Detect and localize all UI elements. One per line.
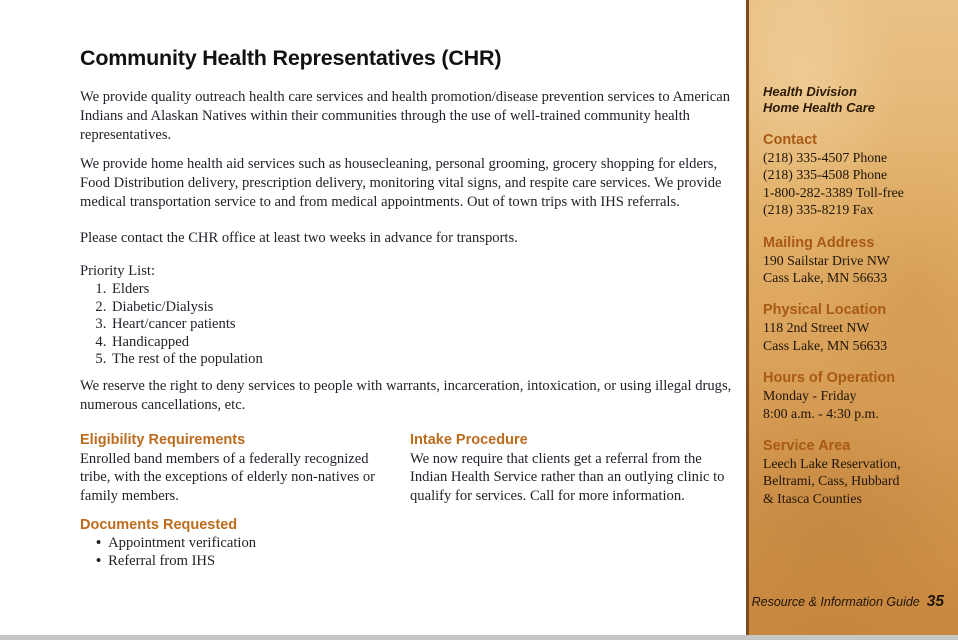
physical-location-heading: Physical Location	[763, 302, 887, 319]
sidebar-section-mailing-address	[763, 234, 946, 287]
services-paragraph: We provide home health aid services such as housecleaning, personal grooming, grocery shopping for elders, Food Distribution delivery, prescription delivery, monitoring vital signs, and respite care services. We provide medical transportation service to and from medical appointments. Out of town trips with IHS referrals.	[80, 156, 722, 210]
priority-item: 2. Diabetic/Dialysis	[110, 299, 738, 317]
intro-paragraph: We provide quality outreach health care services and health promotion/disease prevention services to American Indians and Alaskan Natives within their communities through the use of well-trained community health representatives.	[80, 89, 731, 143]
service-area-line: & Itasca Counties	[763, 490, 862, 506]
address-line: 190 Sailstar Drive NW	[763, 252, 890, 268]
division-title	[763, 84, 946, 116]
guide-footer	[752, 593, 944, 611]
eligibility-body: Enrolled band members of a federally recognized tribe, with the exceptions of elderly non-natives or family members.	[80, 450, 376, 504]
division-line: Home Health Care	[763, 100, 875, 115]
service-area-line: Leech Lake Reservation,	[763, 456, 901, 472]
priority-list-block	[80, 262, 738, 369]
hours-heading: Hours of Operation	[763, 370, 896, 387]
document-item: • Referral from IHS	[96, 553, 738, 571]
phone-line: (218) 335-4507 Phone	[763, 150, 888, 165]
guide-name: Resource & Information Guide	[751, 595, 920, 609]
mailing-address-heading: Mailing Address	[763, 234, 875, 251]
contact-heading: Contact	[763, 132, 817, 148]
fax-line: (218) 335-8219 Fax	[763, 202, 874, 218]
hours-line: Monday - Friday	[763, 388, 857, 404]
page-number: 35	[926, 593, 944, 610]
intake-body: We now require that clients get a referral from the Indian Health Service rather than an outlying clinic to qualify for services. Call for more information.	[410, 450, 725, 504]
tollfree-line: 1-800-282-3389 Toll-free	[763, 184, 904, 200]
documents-section	[80, 517, 738, 570]
disclaimer-paragraph: We reserve the right to deny services to people with warrants, incarceration, intoxication, or using illegal drugs, numerous cancellations, etc.	[80, 377, 732, 413]
page-title: Community Health Representatives (CHR)	[80, 46, 502, 70]
service-area-heading: Service Area	[763, 438, 851, 455]
phone-line: (218) 335-4508 Phone	[763, 167, 888, 183]
priority-list	[80, 281, 738, 369]
documents-heading: Documents Requested	[80, 517, 238, 533]
hours-line: 8:00 a.m. - 4:30 p.m.	[763, 405, 879, 421]
two-column-section	[80, 432, 738, 506]
service-area-line: Beltrami, Cass, Hubbard	[763, 473, 900, 489]
sidebar-section-hours	[763, 369, 946, 422]
eligibility-heading: Eligibility Requirements	[80, 431, 246, 448]
priority-item: 4. Handicapped	[110, 334, 738, 352]
division-line: Health Division	[763, 84, 857, 99]
priority-item: 3. Heart/cancer patients	[110, 316, 738, 334]
address-line: 118 2nd Street NW	[763, 320, 870, 336]
contact-notice-paragraph: Please contact the CHR office at least two weeks in advance for transports.	[80, 230, 518, 246]
sidebar-section-service-area	[763, 437, 946, 507]
priority-item: 1. Elders	[110, 281, 738, 299]
address-line: Cass Lake, MN 56633	[763, 337, 888, 353]
priority-list-label: Priority List:	[80, 263, 155, 279]
documents-list	[80, 535, 738, 570]
document-item: • Appointment verification	[96, 535, 738, 553]
intake-section	[410, 432, 738, 506]
info-sidebar	[746, 0, 958, 635]
sidebar-section-physical-location	[763, 301, 946, 354]
main-content	[80, 46, 738, 570]
page-bottom-edge	[0, 635, 958, 640]
address-line: Cass Lake, MN 56633	[763, 270, 888, 286]
intake-heading: Intake Procedure	[410, 431, 528, 448]
priority-item: 5. The rest of the population	[110, 351, 738, 369]
eligibility-section	[80, 432, 410, 506]
sidebar-section-contact	[763, 131, 946, 219]
